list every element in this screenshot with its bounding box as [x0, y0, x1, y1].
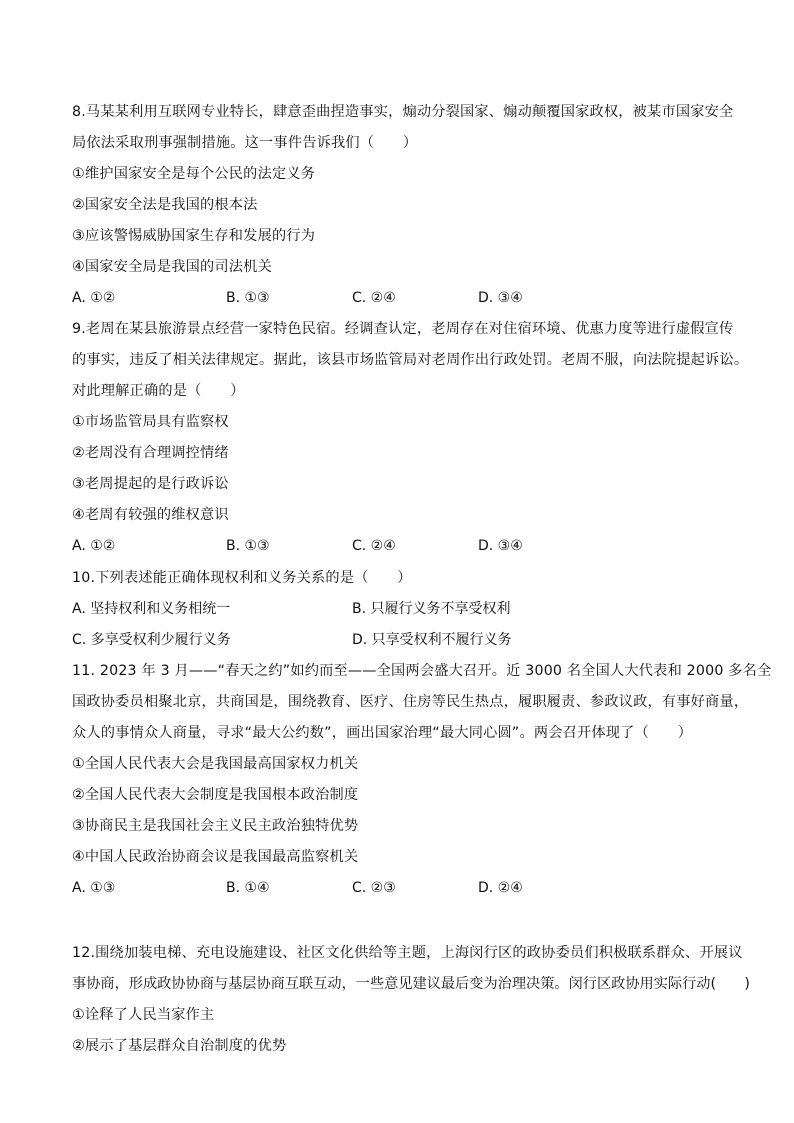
option-b[interactable]: B. ①③ — [226, 538, 270, 554]
question-9-statement-2: ②老周没有合理调控情绪 — [72, 445, 229, 461]
question-10-options-row-2 — [72, 625, 732, 656]
option-b[interactable]: B. ①③ — [226, 290, 270, 306]
question-9-statement-1: ①市场监管局具有监察权 — [72, 414, 229, 430]
question-9-stem-line-2: 的事实，违反了相关法律规定。据此，该县市场监管局对老周作出行政处罚。老周不服，向法院提起诉讼。 — [72, 352, 749, 368]
question-11-statement-3: ③协商民主是我国社会主义民主政治独特优势 — [72, 818, 359, 834]
question-8-stem-line-2: 局依法采取刑事强制措施。这一事件告诉我们（ ） — [72, 135, 418, 151]
question-9-stem-line-1: 9.老周在某县旅游景点经营一家特色民宿。经调查认定，老周存在对住宿环境、优惠力度等进行虚假宣传 — [72, 321, 734, 337]
question-10-options-row-1 — [72, 594, 732, 625]
option-b[interactable]: B. 只履行义务不享受权利 — [352, 601, 511, 617]
question-9-statement-3: ③老周提起的是行政诉讼 — [72, 476, 229, 492]
question-8-statement-2: ②国家安全法是我国的根本法 — [72, 197, 258, 213]
question-11-statement-2: ②全国人民代表大会制度是我国根本政治制度 — [72, 787, 359, 803]
question-8-statement-1: ①维护国家安全是每个公民的法定义务 — [72, 166, 316, 182]
option-d[interactable]: D. ③④ — [478, 290, 523, 306]
question-11-statement-1: ①全国人民代表大会是我国最高国家权力机关 — [72, 756, 359, 772]
option-c[interactable]: C. ②④ — [352, 538, 396, 554]
option-a[interactable]: A. ①② — [72, 290, 116, 306]
question-11-options — [72, 873, 732, 904]
question-8-statement-3: ③应该警惕威胁国家生存和发展的行为 — [72, 228, 316, 244]
question-8-stem-line-1: 8.马某某利用互联网专业特长，肆意歪曲捏造事实，煽动分裂国家、煽动颠覆国家政权，被某市国家安全 — [72, 104, 734, 120]
question-8 — [72, 97, 732, 314]
question-11-statement-4: ④中国人民政治协商会议是我国最高监察机关 — [72, 849, 359, 865]
option-a[interactable]: A. ①② — [72, 538, 116, 554]
option-d[interactable]: D. ③④ — [478, 538, 523, 554]
question-12-stem-line-2: 事协商，形成政协协商与基层协商互联互动，一些意见建议最后变为治理决策。闵行区政协用实际行动( ) — [72, 976, 750, 992]
option-d[interactable]: D. 只享受权利不履行义务 — [352, 632, 512, 648]
question-8-statement-4: ④国家安全局是我国的司法机关 — [72, 259, 272, 275]
option-c[interactable]: C. ②④ — [352, 290, 396, 306]
question-9-statement-4: ④老周有较强的维权意识 — [72, 507, 229, 523]
question-11-stem-line-2: 国政协委员相聚北京，共商国是，围绕教育、医疗、住房等民生热点，履职履责、参政议政，有事好商量， — [72, 694, 749, 710]
question-12 — [72, 938, 750, 1062]
question-9-stem-line-3: 对此理解正确的是（ ） — [72, 383, 245, 399]
option-d[interactable]: D. ②④ — [478, 880, 523, 896]
question-12-statement-1: ①诠释了人民当家作主 — [72, 1007, 215, 1023]
option-c[interactable]: C. ②③ — [352, 880, 396, 896]
option-b[interactable]: B. ①④ — [226, 880, 270, 896]
question-11 — [72, 656, 772, 904]
question-8-options — [72, 283, 732, 314]
option-c[interactable]: C. 多享受权利少履行义务 — [72, 632, 231, 648]
question-12-stem-line-1: 12.围绕加装电梯、充电设施建设、社区文化供给等主题，上海闵行区的政协委员们积极联系群众、开展议 — [72, 945, 743, 961]
question-11-stem-line-3: 众人的事情众人商量，寻求“最大公约数”，画出国家治理“最大同心圆”。两会召开体现了（ ） — [72, 725, 693, 741]
question-12-statement-2: ②展示了基层群众自治制度的优势 — [72, 1038, 287, 1054]
question-10-stem: 10.下列表述能正确体现权利和义务关系的是（ ） — [72, 570, 412, 586]
question-11-stem-line-1: 11. 2023 年 3 月——“春天之约”如约而至——全国两会盛大召开。近 3000 名全国人大代表和 2000 多名全 — [72, 663, 772, 679]
question-9 — [72, 314, 749, 562]
option-a[interactable]: A. 坚持权利和义务相统一 — [72, 601, 231, 617]
option-a[interactable]: A. ①③ — [72, 880, 116, 896]
question-9-options — [72, 531, 732, 562]
question-10 — [72, 563, 732, 656]
